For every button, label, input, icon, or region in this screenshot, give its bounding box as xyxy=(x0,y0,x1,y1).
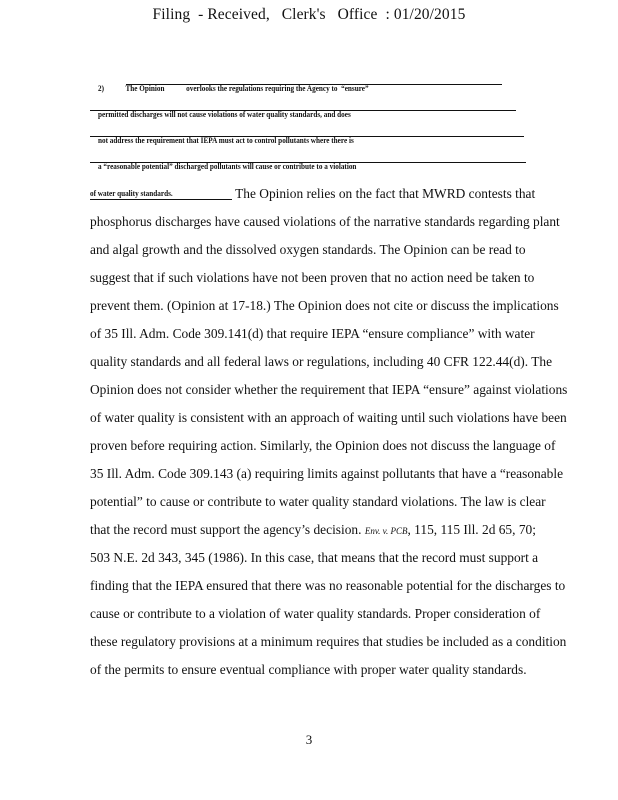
case-citation: Env. v. PCB xyxy=(364,526,408,536)
text-line: of water quality standards. The Opinion relies on the fact that MWRD contests that xyxy=(90,186,536,201)
text-line: finding that the IEPA ensured that there was no reasonable potential for the discharges to xyxy=(90,578,566,593)
heading-line: 2) The Opinion overlooks the regulations requiring the Agency to “ensure” xyxy=(90,74,530,100)
text-line: these regulatory provisions at a minimum requires that studies be included as a condition xyxy=(90,634,567,649)
text-line: that the record must support the agency’s decision. Env. v. PCB, 115, 115 Ill. 2d 65, 70; xyxy=(90,522,536,537)
heading-line: permitted discharges will not cause violations of water quality standards, and does xyxy=(90,100,530,126)
text-line: and algal growth and the dissolved oxygen standards. The Opinion can be read to xyxy=(90,242,526,257)
filing-stamp: Filing - Received, Clerk's Office : 01/20/2015 xyxy=(152,6,466,23)
text-line: Opinion does not consider whether the requirement that IEPA “ensure” against violations xyxy=(90,382,568,397)
heading-line: a “reasonable potential” discharged pollutants will cause or contribute to a violation xyxy=(90,152,530,178)
body-paragraph xyxy=(90,180,578,684)
text-line: of 35 Ill. Adm. Code 309.141(d) that require IEPA “ensure compliance” with water xyxy=(90,326,535,341)
citation-reporter: , 115, 115 Ill. 2d 65, 70; xyxy=(407,522,536,537)
text-line: quality standards and all federal laws or regulations, including 40 CFR 122.44(d). The xyxy=(90,354,553,369)
text-line: proven before requiring action. Similarly, the Opinion does not discuss the language of xyxy=(90,438,556,453)
text-line: 503 N.E. 2d 343, 345 (1986). In this case, that means that the record must support a xyxy=(90,550,539,565)
heading-line: of water quality standards. xyxy=(90,189,232,200)
heading-line: not address the requirement that IEPA must act to control pollutants where there is xyxy=(90,126,530,152)
text-line: prevent them. (Opinion at 17-18.) The Opinion does not cite or discuss the implications xyxy=(90,298,559,313)
text-line: of water quality is consistent with an approach of waiting until such violations have been xyxy=(90,410,567,425)
text-line: of the permits to ensure eventual compliance with proper water quality standards. xyxy=(90,662,527,677)
text-line: 35 Ill. Adm. Code 309.143 (a) requiring limits against pollutants that have a “reasonable xyxy=(90,466,564,481)
page-number: 3 xyxy=(305,732,313,747)
text-line: cause or contribute to a violation of water quality standards. Proper consideration of xyxy=(90,606,541,621)
text-line: suggest that if such violations have not been proven that no action need be taken to xyxy=(90,270,535,285)
text-line: potential” to cause or contribute to water quality standard violations. The law is clear xyxy=(90,494,546,509)
text-line: phosphorus discharges have caused violations of the narrative standards regarding plant xyxy=(90,214,560,229)
section-heading xyxy=(90,74,530,178)
